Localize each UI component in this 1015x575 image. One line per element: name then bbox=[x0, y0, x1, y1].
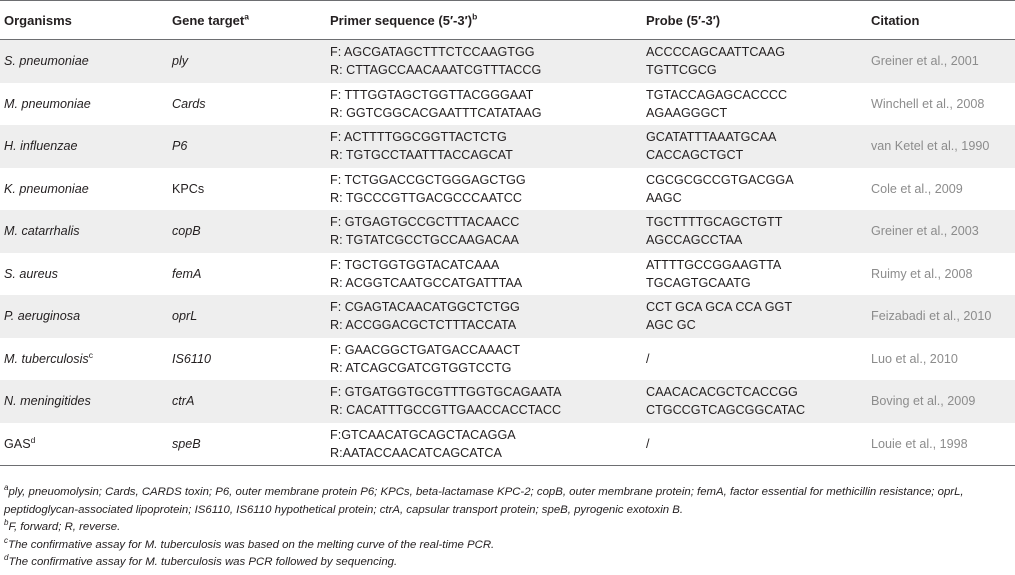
probe-line-1: CCT GCA GCA CCA GGT bbox=[646, 300, 793, 315]
cell-primer-sequence bbox=[326, 338, 642, 381]
cell-primer-sequence bbox=[326, 125, 642, 168]
cell-citation bbox=[867, 125, 1015, 168]
citation-link: Luo et al., 2010 bbox=[871, 351, 958, 366]
citation-link: Boving et al., 2009 bbox=[871, 394, 976, 409]
cell-organism bbox=[0, 295, 168, 338]
cell-citation bbox=[867, 423, 1015, 466]
footnote bbox=[4, 554, 1012, 572]
table-row bbox=[0, 83, 1015, 126]
primer-forward: F:GTCAACATGCAGCTACAGGA bbox=[330, 427, 516, 442]
cell-primer-sequence bbox=[326, 380, 642, 423]
cell-probe bbox=[642, 295, 867, 338]
citation-link: Feizabadi et al., 2010 bbox=[871, 309, 992, 324]
cell-organism bbox=[0, 40, 168, 83]
probe-line-2: TGCAGTGCAATG bbox=[646, 275, 751, 290]
footnote-marker: a bbox=[4, 483, 9, 493]
footnote bbox=[4, 484, 1012, 519]
cell-citation bbox=[867, 295, 1015, 338]
cell-gene-target bbox=[168, 253, 326, 296]
primer-forward: F: TGCTGGTGGTACATCAAA bbox=[330, 257, 500, 272]
footnote-marker: a bbox=[244, 11, 249, 22]
gene-target: copB bbox=[172, 224, 201, 239]
cell-probe bbox=[642, 338, 867, 381]
primer-forward: F: GTGATGGTGCGTTTGGTGCAGAATA bbox=[330, 385, 562, 400]
table-header bbox=[0, 1, 1015, 40]
primer-reverse: R: GGTCGGCACGAATTTCATATAAG bbox=[330, 105, 542, 120]
footnote-marker: b bbox=[472, 11, 478, 22]
citation-link: Greiner et al., 2001 bbox=[871, 54, 979, 69]
footnote-marker: d bbox=[4, 553, 9, 563]
gene-target: KPCs bbox=[172, 181, 205, 196]
gene-target: speB bbox=[172, 436, 201, 451]
cell-primer-sequence bbox=[326, 40, 642, 83]
cell-primer-sequence bbox=[326, 83, 642, 126]
footnote-text: ply, pneuomolysin; Cards, CARDS toxin; P6, outer membrane protein P6; KPCs, beta-lactamase KPC-2; copB, outer membrane protein; femA, factor essential for methicillin resistance; oprL, peptidoglycan-associated lipoprotein; IS6110, IS6110 hypothetical protein; ctrA, capsular transport protein; speB, pyrogenic exotoxin B. bbox=[4, 486, 964, 516]
cell-probe bbox=[642, 210, 867, 253]
cell-gene-target bbox=[168, 423, 326, 466]
organism-name: S. pneumoniae bbox=[4, 54, 89, 69]
probe-line-1: CGCGCGCCGTGACGGA bbox=[646, 172, 794, 187]
table-body bbox=[0, 40, 1015, 466]
footnote-marker: c bbox=[4, 535, 8, 545]
primer-reverse: R: ACCGGACGCTCTTTACCATA bbox=[330, 318, 517, 333]
organism-name: S. aureus bbox=[4, 266, 58, 281]
citation-link: Cole et al., 2009 bbox=[871, 181, 963, 196]
cell-probe bbox=[642, 125, 867, 168]
primer-reverse: R: TGTGCCTAATTTACCAGCAT bbox=[330, 148, 513, 163]
probe-line-1: ACCCCAGCAATTCAAG bbox=[646, 45, 786, 60]
header-citation: Citation bbox=[867, 1, 1015, 40]
table-row bbox=[0, 168, 1015, 211]
cell-probe bbox=[642, 253, 867, 296]
probe-line-1: TGCTTTTGCAGCTGTT bbox=[646, 215, 783, 230]
cell-gene-target bbox=[168, 295, 326, 338]
cell-gene-target bbox=[168, 125, 326, 168]
organism-name: M. tuberculosis bbox=[4, 351, 89, 366]
cell-primer-sequence bbox=[326, 423, 642, 466]
cell-primer-sequence bbox=[326, 253, 642, 296]
gene-target: P6 bbox=[172, 139, 188, 154]
gene-target: ply bbox=[172, 54, 189, 69]
probe-line-2: TGTTCGCG bbox=[646, 63, 717, 78]
organism-name: K. pneumoniae bbox=[4, 181, 89, 196]
cell-gene-target bbox=[168, 40, 326, 83]
cell-gene-target bbox=[168, 380, 326, 423]
primer-reverse: R: ATCAGCGATCGTGGTCCTG bbox=[330, 360, 512, 375]
primer-forward: F: GAACGGCTGATGACCAAACT bbox=[330, 342, 521, 357]
table-row bbox=[0, 338, 1015, 381]
gene-target: IS6110 bbox=[172, 351, 211, 366]
header-probe: Probe (5′-3′) bbox=[642, 1, 867, 40]
cell-probe bbox=[642, 83, 867, 126]
header-organisms: Organisms bbox=[0, 1, 168, 40]
organism-name: P. aeruginosa bbox=[4, 309, 81, 324]
table-row bbox=[0, 423, 1015, 466]
header-gene-target: Gene target$^a$ bbox=[168, 1, 326, 40]
primer-forward: F: CGAGTACAACATGGCTCTGG bbox=[330, 300, 520, 315]
footnote bbox=[4, 519, 1012, 537]
header-primer-sequence: Primer sequence $(5'-3')^b$ bbox=[326, 1, 642, 40]
gene-target: oprL bbox=[172, 309, 198, 324]
gene-target: Cards bbox=[172, 96, 206, 111]
header-row bbox=[0, 1, 1015, 40]
citation-link: Ruimy et al., 2008 bbox=[871, 266, 973, 281]
organism-name: N. meningitides bbox=[4, 394, 91, 409]
probe-line-1: CAACACACGCTCACCGG bbox=[646, 385, 798, 400]
cell-citation bbox=[867, 338, 1015, 381]
cell-organism bbox=[0, 423, 168, 466]
probe-line-2: CACCAGCTGCT bbox=[646, 148, 744, 163]
gene-target: femA bbox=[172, 266, 202, 281]
table-row bbox=[0, 295, 1015, 338]
cell-organism bbox=[0, 253, 168, 296]
cell-organism bbox=[0, 380, 168, 423]
table-row bbox=[0, 253, 1015, 296]
cell-probe bbox=[642, 168, 867, 211]
cell-organism bbox=[0, 338, 168, 381]
table-row bbox=[0, 40, 1015, 83]
cell-primer-sequence bbox=[326, 295, 642, 338]
footnote-text: F, forward; R, reverse. bbox=[8, 521, 121, 533]
table-row bbox=[0, 210, 1015, 253]
footnote-marker: c bbox=[88, 349, 93, 360]
footnote bbox=[4, 537, 1012, 555]
cell-gene-target bbox=[168, 83, 326, 126]
cell-citation bbox=[867, 83, 1015, 126]
probe-line-2: AGC GC bbox=[646, 318, 696, 333]
table-row bbox=[0, 380, 1015, 423]
probe-line-2: AGCCAGCCTAA bbox=[646, 233, 743, 248]
cell-citation bbox=[867, 40, 1015, 83]
cell-primer-sequence bbox=[326, 210, 642, 253]
cell-primer-sequence bbox=[326, 168, 642, 211]
probe-line-1: / bbox=[646, 436, 650, 451]
citation-link: Louie et al., 1998 bbox=[871, 436, 968, 451]
probe-line-1: ATTTTGCCGGAAGTTA bbox=[646, 257, 782, 272]
organism-name: H. influenzae bbox=[4, 139, 78, 154]
table-footnotes bbox=[4, 484, 1012, 572]
primer-forward: F: TCTGGACCGCTGGGAGCTGG bbox=[330, 172, 526, 187]
probe-line-1: / bbox=[646, 351, 650, 366]
cell-citation bbox=[867, 380, 1015, 423]
cell-gene-target bbox=[168, 210, 326, 253]
citation-link: van Ketel et al., 1990 bbox=[871, 139, 990, 154]
primer-forward: F: ACTTTTGGCGGTTACTCTG bbox=[330, 130, 507, 145]
cell-organism bbox=[0, 168, 168, 211]
footnote-marker: b bbox=[4, 518, 9, 528]
primer-reverse: R: TGCCCGTTGACGCCCAATCC bbox=[330, 190, 522, 205]
gene-target: ctrA bbox=[172, 394, 195, 409]
primer-reverse: R: CTTAGCCAACAAATCGTTTACCG bbox=[330, 63, 542, 78]
cell-citation bbox=[867, 210, 1015, 253]
primer-forward: F: AGCGATAGCTTTCTCCAAGTGG bbox=[330, 45, 535, 60]
footnote-text: The confirmative assay for M. tuberculosis was PCR followed by sequencing. bbox=[8, 556, 398, 568]
footnote-marker: d bbox=[30, 434, 36, 445]
footnote-text: The confirmative assay for M. tuberculosis was based on the melting curve of the real-time PCR. bbox=[8, 538, 495, 551]
cell-citation bbox=[867, 168, 1015, 211]
cell-gene-target bbox=[168, 338, 326, 381]
organism-name: M. pneumoniae bbox=[4, 96, 91, 111]
primer-reverse: R: TGTATCGCCTGCCAAGACAA bbox=[330, 233, 519, 248]
cell-gene-target bbox=[168, 168, 326, 211]
probe-line-1: TGTACCAGAGCACCCC bbox=[646, 87, 788, 102]
primer-reverse: R:AATACCAACATCAGCATCA bbox=[330, 445, 502, 460]
primer-reverse: R: CACATTTGCCGTTGAACCACCTACC bbox=[330, 403, 562, 418]
cell-probe bbox=[642, 40, 867, 83]
primer-forward: F: GTGAGTGCCGCTTTACAACC bbox=[330, 215, 520, 230]
organism-name: M. catarrhalis bbox=[4, 224, 80, 239]
cell-probe bbox=[642, 380, 867, 423]
probe-line-1: GCATATTTAAATGCAA bbox=[646, 130, 777, 145]
probe-line-2: AGAAGGGCT bbox=[646, 105, 728, 120]
citation-link: Greiner et al., 2003 bbox=[871, 224, 979, 239]
cell-organism bbox=[0, 210, 168, 253]
cell-organism bbox=[0, 125, 168, 168]
primer-forward: F: TTTGGTAGCTGGTTACGGGAAT bbox=[330, 87, 534, 102]
cell-citation bbox=[867, 253, 1015, 296]
table-row bbox=[0, 125, 1015, 168]
primer-reverse: R: ACGGTCAATGCCATGATTTAA bbox=[330, 275, 523, 290]
organism-name: GAS bbox=[4, 436, 31, 451]
cell-organism bbox=[0, 83, 168, 126]
cell-probe bbox=[642, 423, 867, 466]
citation-link: Winchell et al., 2008 bbox=[871, 96, 985, 111]
probe-line-2: CTGCCGTCAGCGGCATAC bbox=[646, 403, 806, 418]
probe-line-2: AAGC bbox=[646, 190, 682, 205]
